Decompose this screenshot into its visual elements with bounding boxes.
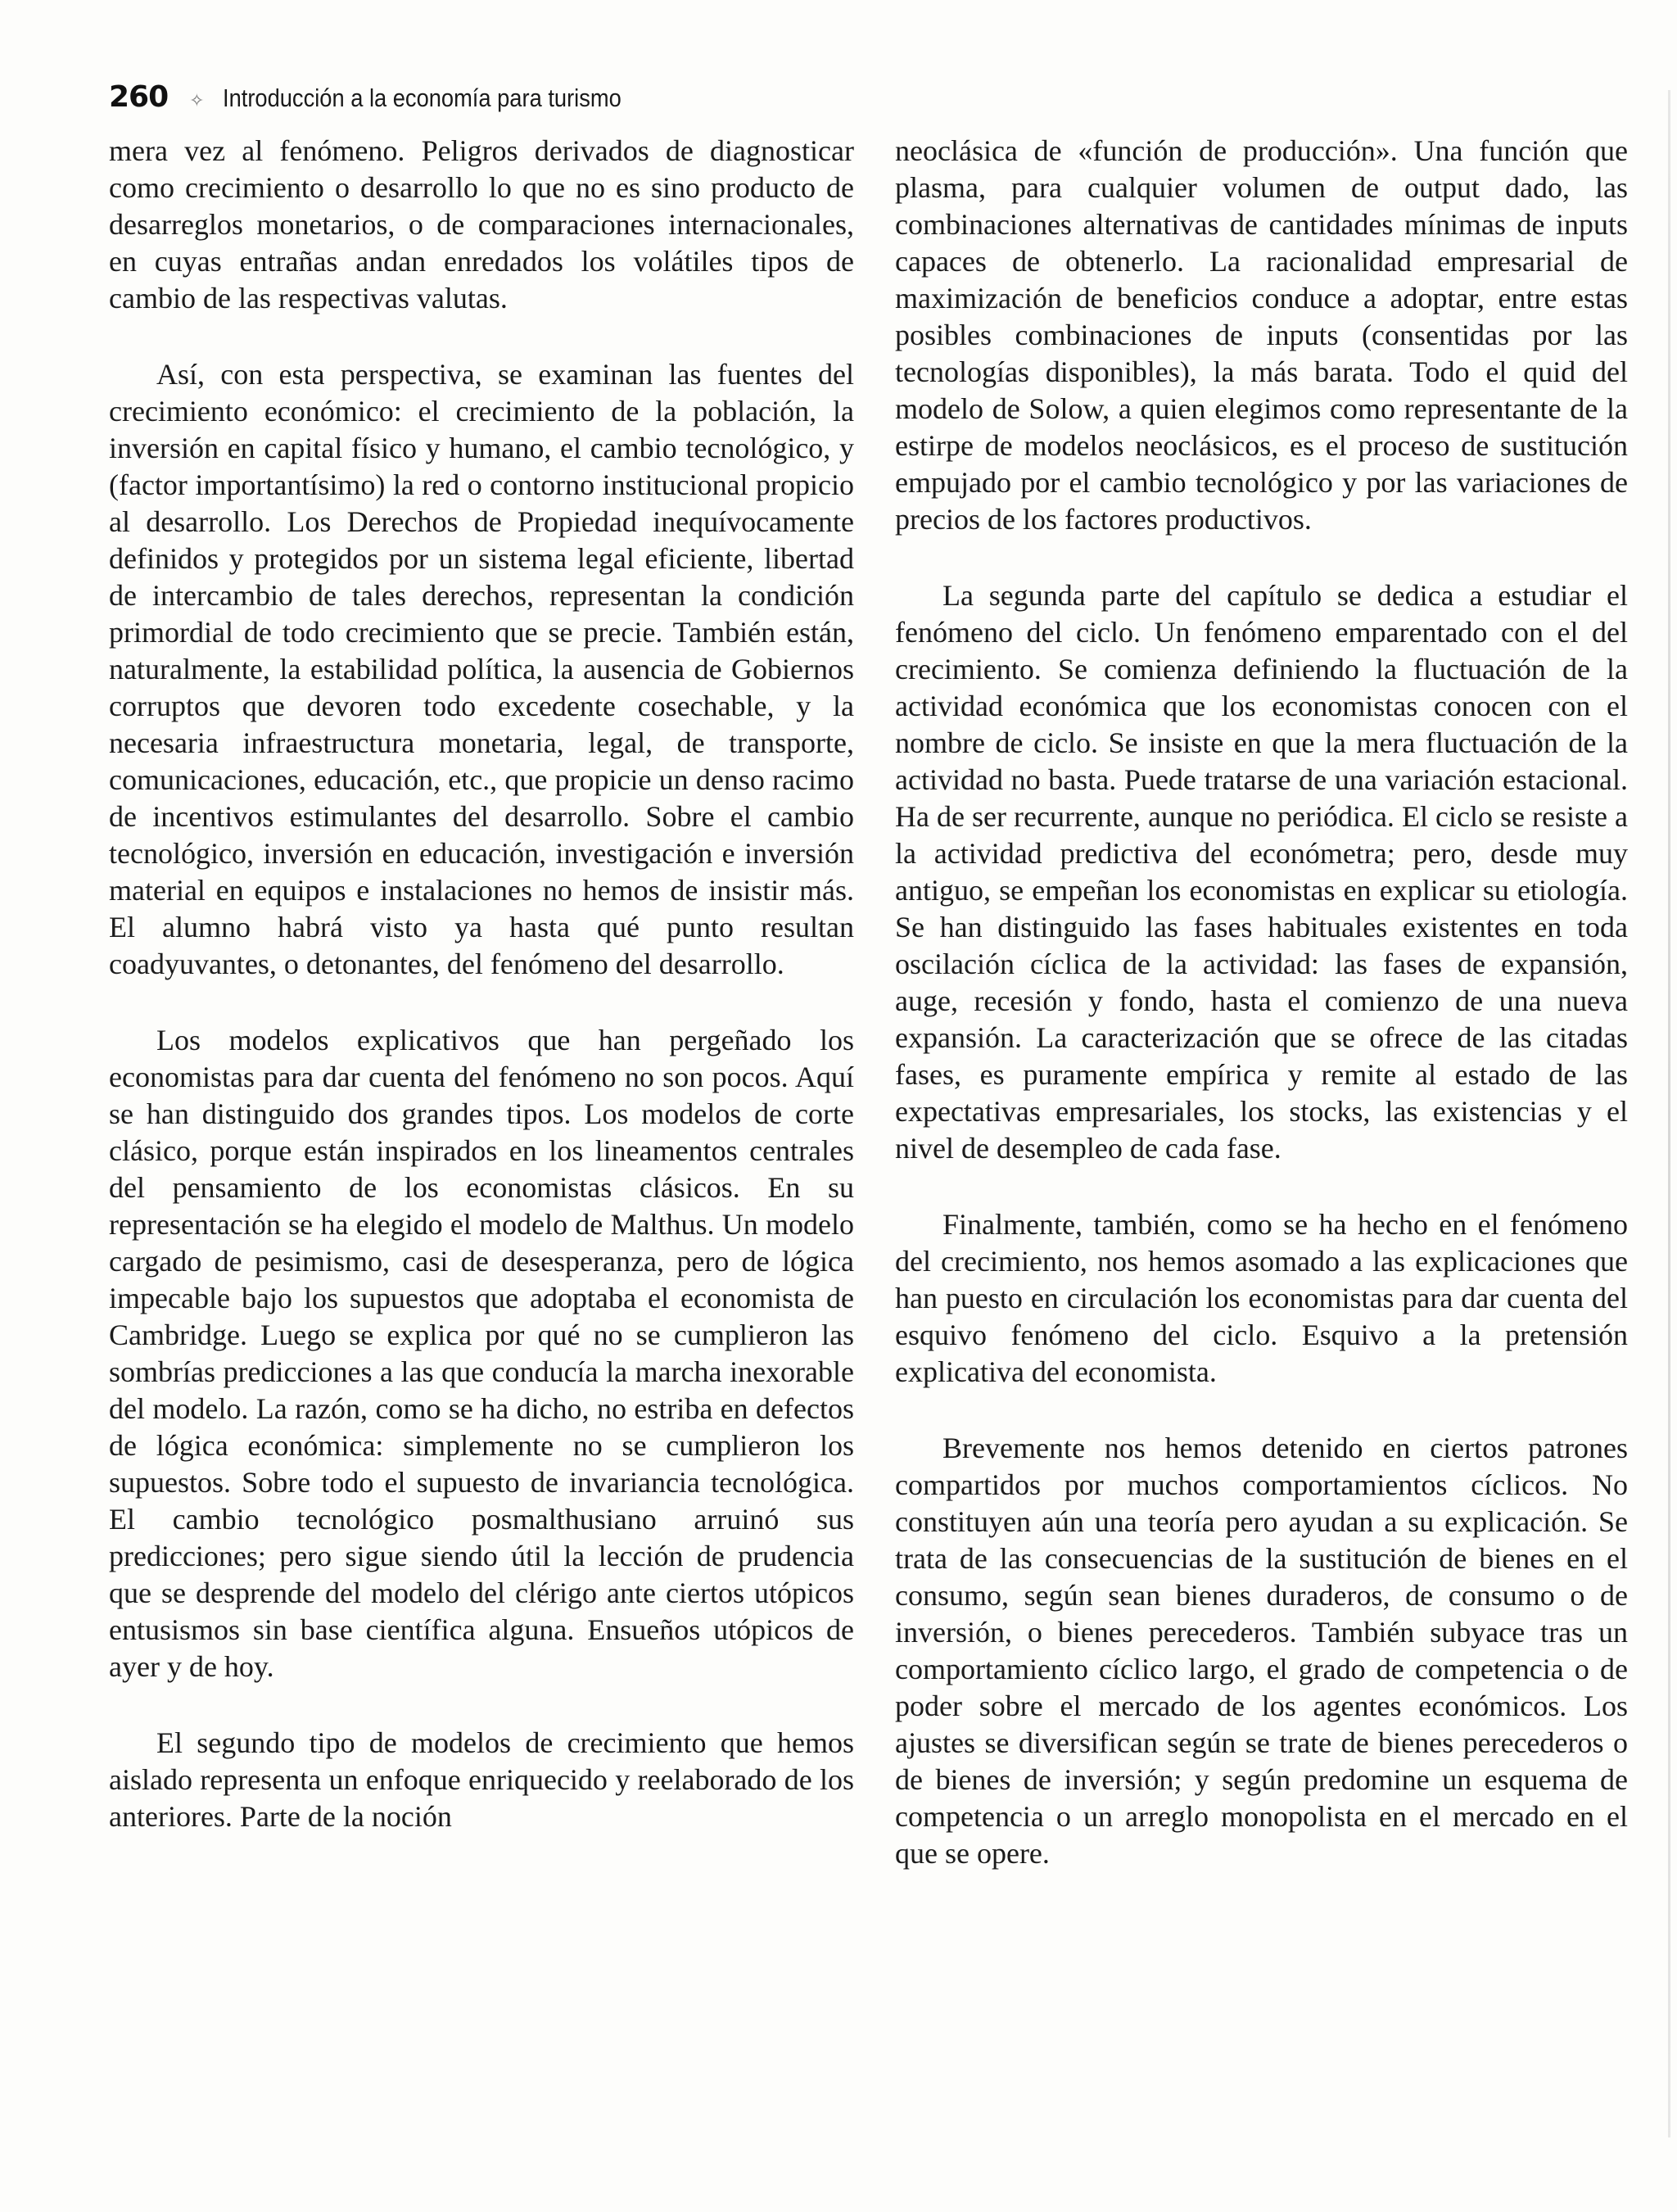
- paragraph: Así, con esta perspectiva, se examinan las fuentes del crecimiento económico: el crecimiento de la población, la inversión en capital físico y humano, el cambio tecnológico, y (factor importantísimo) la red o contorno institucional propicio al desarrollo. Los Derechos de Propiedad inequívocamente definidos y protegidos por un sistema legal eficiente, libertad de intercambio de tales derechos, representan la condición primordial de todo crecimiento que se precie. También están, naturalmente, la estabilidad política, la ausencia de Gobiernos corruptos que devoren todo excedente cosechable, y la necesaria infraestructura monetaria, legal, de transporte, comunicaciones, educación, etc., que propicie un denso racimo de incentivos estimulantes del desarrollo. Sobre el cambio tecnológico, inversión en educación, investigación e inversión material en equipos e instalaciones no hemos de insistir más. El alumno habrá visto ya hasta qué punto resultan coadyuvantes, o detonantes, del fenómeno del desarrollo.: [109, 358, 854, 980]
- paragraph: Los modelos explicativos que han pergeñado los economistas para dar cuenta del fenómeno no son pocos. Aquí se han distinguido dos grandes tipos. Los modelos de corte clásico, porque están inspirados en los lineamentos centrales del pensamiento de los economistas clásicos. En su representación se ha elegido el modelo de Malthus. Un modelo cargado de pesimismo, casi de desesperanza, pero de lógica impecable bajo los supuestos que adoptaba el economista de Cambridge. Luego se explica por qué no se cumplieron las sombrías predicciones a las que conducía la marcha inexorable del modelo. La razón, como se ha dicho, no estriba en defectos de lógica económica: simplemente no se cumplieron los supuestos. Sobre todo el supuesto de invariancia tecnológica. El cambio tecnológico posmalthusiano arruinó sus predicciones; pero sigue siendo útil la lección de prudencia que se desprende del modelo del clérigo ante ciertos utópicos entusismos sin base científica alguna. Ensueños utópicos de ayer y de hoy.: [109, 1024, 854, 1683]
- paragraph: El segundo tipo de modelos de crecimiento que hemos aislado representa un enfoque enriquecido y reelaborado de los anteriores. Parte de la noción: [109, 1726, 854, 1833]
- ornament-icon: ✧: [189, 91, 205, 111]
- page-header: [109, 80, 676, 129]
- paragraph: mera vez al fenómeno. Peligros derivados de diagnosticar como crecimiento o desarrollo lo que no es sino producto de desarreglos monetarios, o de comparaciones internacionales, en cuyas entrañas andan enredados los volátiles tipos de cambio de las respectivas valutas.: [109, 134, 854, 314]
- left-column: [109, 133, 854, 2155]
- running-title: Introducción a la economía para turismo: [222, 84, 622, 112]
- paragraph: La segunda parte del capítulo se dedica a estudiar el fenómeno del ciclo. Un fenómeno emparentado con el del crecimiento. Se comienza definiendo la fluctuación de la actividad económica que los economistas conocen con el nombre de ciclo. Se insiste en que la mera fluctuación de la actividad no basta. Puede tratarse de una variación estacional. Ha de ser recurrente, aunque no periódica. El ciclo se resiste a la actividad predictiva del económetra; pero, desde muy antiguo, se empeñan los economistas en explicar su etiología. Se han distinguido las fases habituales existentes en toda oscilación cíclica de la actividad: las fases de expansión, auge, recesión y fondo, hasta el comienzo de una nueva expansión. La caracterización que se ofrece de las citadas fases, es puramente empírica y remite al estado de las expectativas empresariales, los stocks, las existencias y el nivel de desempleo de cada fase.: [895, 579, 1628, 1165]
- page-edge-shadow: [1668, 90, 1670, 2137]
- paragraph: Brevemente nos hemos detenido en ciertos patrones compartidos por muchos comportamientos cíclicos. No constituyen aún una teoría pero ayudan a su explicación. Se trata de las consecuencias de la sustitución de bienes en el consumo, según sean bienes duraderos, de consumo o de inversión, o bienes perecederos. También subyace tras un comportamiento cíclico largo, el grado de competencia o de poder sobre el mercado de los agentes económicos. Los ajustes se diversifican según se trate de bienes perecederos o de bienes de inversión; y según predomine un esquema de competencia o un arreglo monopolista en el mercado en el que se opere.: [895, 1432, 1628, 1870]
- paragraph: Finalmente, también, como se ha hecho en el fenómeno del crecimiento, nos hemos asomado a las explicaciones que han puesto en circulación los economistas para dar cuenta del esquivo fenómeno del ciclo. Esquivo a la pretensión explicativa del economista.: [895, 1208, 1628, 1388]
- page-number: 260: [109, 80, 169, 114]
- paragraph: neoclásica de «función de producción». Una función que plasma, para cualquier volumen de output dado, las combinaciones alternativas de cantidades mínimas de inputs capaces de obtenerlo. La racionalidad empresarial de maximización de beneficios conduce a adoptar, entre estas posibles combinaciones de inputs (consentidas por las tecnologías disponibles), la más barata. Todo el quid del modelo de Solow, a quien elegimos como representante de la estirpe de modelos neoclásicos, es el proceso de sustitución empujado por el cambio tecnológico y por las variaciones de precios de los factores productivos.: [895, 134, 1628, 536]
- right-column: [895, 133, 1628, 2155]
